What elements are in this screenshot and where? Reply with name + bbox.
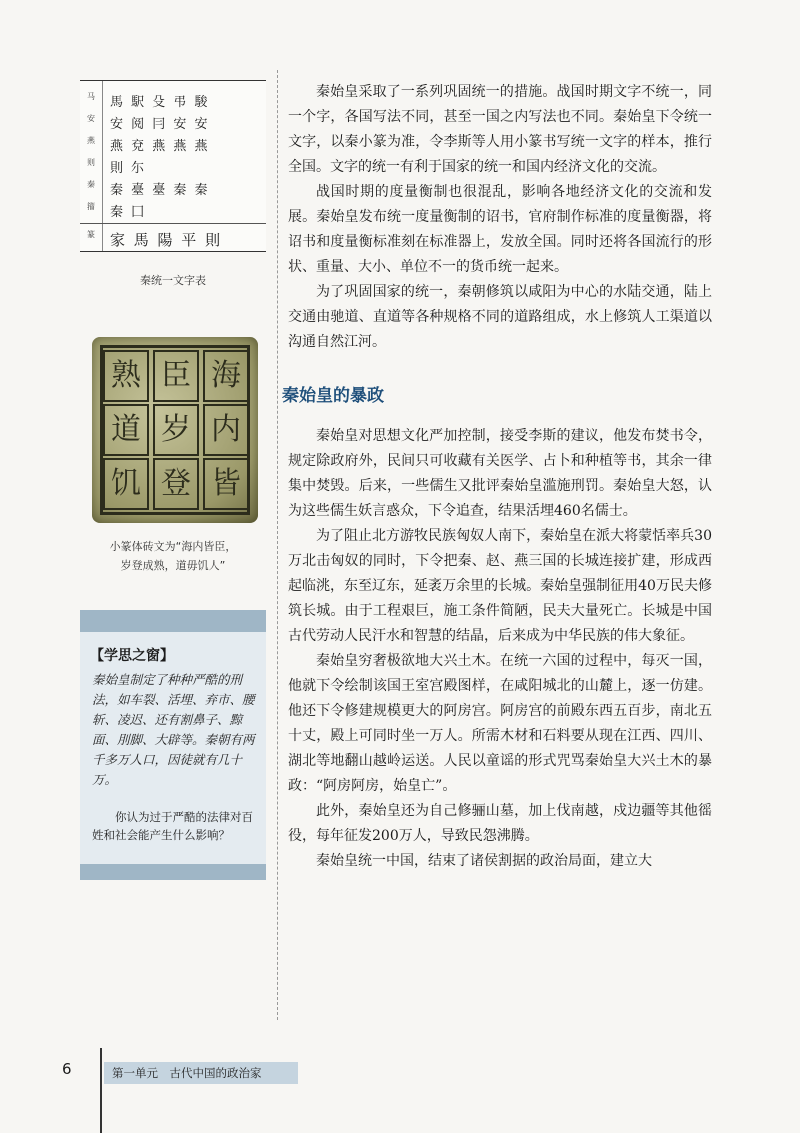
seal-caption xyxy=(80,537,266,575)
seal-caption-line: 岁登成熟，道毋饥人” xyxy=(120,559,226,572)
box-handwritten-text: 秦始皇制定了种种严酷的刑法，如车裂、活埋、弃市、腰斩、凌迟、还有割鼻子、黥面、刖脚、大辟等。秦朝有两千多万人口，因徒就有几十万。 xyxy=(92,672,255,787)
table-row xyxy=(80,157,266,175)
row-label: 籀 xyxy=(87,202,95,211)
table-row xyxy=(80,179,266,197)
table-caption: 秦统一文字表 xyxy=(140,274,206,287)
table-row xyxy=(80,201,266,219)
seal-char: 臣 xyxy=(153,350,199,402)
seal-char: 皆 xyxy=(203,458,249,510)
paragraph: 此外，秦始皇还为自己修骊山墓，加上伐南越，戍边疆等其他徭役，每年征发200万人，导致民怨沸腾。 xyxy=(288,803,712,844)
row-label: 则 xyxy=(87,158,95,167)
paragraph: 秦始皇采取了一系列巩固统一的措施。战国时期文字不统一，同一个字，各国写法不同，甚至一国之内写法也不同。秦始皇下令统一文字，以秦小篆为准，令李斯等人用小篆书写统一文字的样本，推行全国。文字的统一有利于国家的统一和国内经济文化的交流。 xyxy=(288,84,712,175)
unit-label: 第一单元 古代中国的政治家 xyxy=(104,1062,298,1084)
seal-char: 饥 xyxy=(103,458,149,510)
seal-char: 岁 xyxy=(153,404,199,456)
seal-char: 熟 xyxy=(103,350,149,402)
seal-brick-image xyxy=(92,337,258,523)
box-question: 你认为过于严酷的法律对百姓和社会能产生什么影响？ xyxy=(92,810,253,842)
table-row xyxy=(80,91,266,109)
row-label: 秦 xyxy=(87,180,95,189)
character-comparison-table xyxy=(80,80,266,252)
row-glyphs: 安 阅 冃 安 安 xyxy=(110,117,210,132)
table-separator xyxy=(80,223,266,224)
row-label: 安 xyxy=(87,114,95,123)
column-divider xyxy=(277,70,278,1020)
row-glyphs: 則 尓 xyxy=(110,161,147,176)
row-glyphs: 燕 兗 燕 燕 燕 xyxy=(110,139,210,154)
page-number: 6 xyxy=(62,1060,72,1078)
box-bottom-band xyxy=(80,864,266,880)
seal-char: 海 xyxy=(203,350,249,402)
seal-caption-line: 小篆体砖文为“海内皆臣， xyxy=(109,540,237,553)
row-glyphs: 秦 囗 xyxy=(110,205,147,220)
seal-char: 内 xyxy=(203,404,249,456)
section-heading: 秦始皇的暴政 xyxy=(282,386,384,406)
table-row xyxy=(80,113,266,131)
box-top-band xyxy=(80,610,266,632)
paragraph: 秦始皇穷奢极欲地大兴土木。在统一六国的过程中，每灭一国，他就下令绘制该国王室宫殿图样，在咸阳城北的山麓上，逐一仿建。他还下令修建规模更大的阿房宫。阿房宫的前殿东西五百步，南北五十丈，殿上可同时坐一万人。所需木材和石料要从现在江西、四川、湖北等地翻山越岭运送。人民以童谣的形式咒骂秦始皇大兴土木的暴政：“阿房阿房，始皇亡”。 xyxy=(288,653,712,794)
seal-char: 登 xyxy=(153,458,199,510)
paragraph: 秦始皇对思想文化严加控制，接受李斯的建议，他发布焚书令，规定除政府外，民间只可收藏有关医学、占卜和种植等书，其余一律集中焚毁。后来，一些儒生又批评秦始皇滥施刑罚。秦始皇大怒，认为这些儒生妖言惑众，下令追查，结果活埋460名儒士。 xyxy=(288,428,712,519)
row-glyphs: 秦 臺 臺 秦 秦 xyxy=(110,183,210,198)
seal-grid xyxy=(100,345,250,515)
row-glyphs: 家 馬 陽 平 則 xyxy=(110,231,223,249)
footer-rule xyxy=(100,1048,362,1133)
box-title: 【学思之窗】 xyxy=(90,648,174,664)
paragraph: 战国时期的度量衡制也很混乱，影响各地经济文化的交流和发展。秦始皇发布统一度量衡制的诏书，官府制作标准的度量衡器，将诏书和度量衡标准刻在标准器上，发放全国。同时还将各国流行的形状、重量、大小、单位不一的货币统一起来。 xyxy=(288,184,712,275)
study-window-box xyxy=(80,610,266,880)
table-row xyxy=(80,135,266,153)
row-glyphs: 馬 駅 殳 弔 駿 xyxy=(110,95,210,110)
row-label: 燕 xyxy=(87,136,95,145)
seal-char: 道 xyxy=(103,404,149,456)
table-row-seal-script xyxy=(80,229,266,247)
row-label: 篆 xyxy=(87,230,95,239)
paragraph: 为了阻止北方游牧民族匈奴人南下，秦始皇在派大将蒙恬率兵30万北击匈奴的同时，下令把秦、赵、燕三国的长城连接扩建，形成西起临洮，东至辽东，延袤万余里的长城。秦始皇强制征用40万民夫修筑长城。由于工程艰巨，施工条件简陋，民夫大量死亡。长城是中国古代劳动人民汗水和智慧的结晶，后来成为中华民族的伟大象征。 xyxy=(288,528,712,644)
main-text xyxy=(282,80,712,874)
paragraph: 秦始皇统一中国，结束了诸侯割据的政治局面，建立大 xyxy=(316,853,652,869)
row-label: 马 xyxy=(87,92,95,101)
paragraph: 为了巩固国家的统一，秦朝修筑以咸阳为中心的水陆交通，陆上交通由驰道、直道等各种规格不同的道路组成，水上修筑人工渠道以沟通自然江河。 xyxy=(288,284,712,350)
